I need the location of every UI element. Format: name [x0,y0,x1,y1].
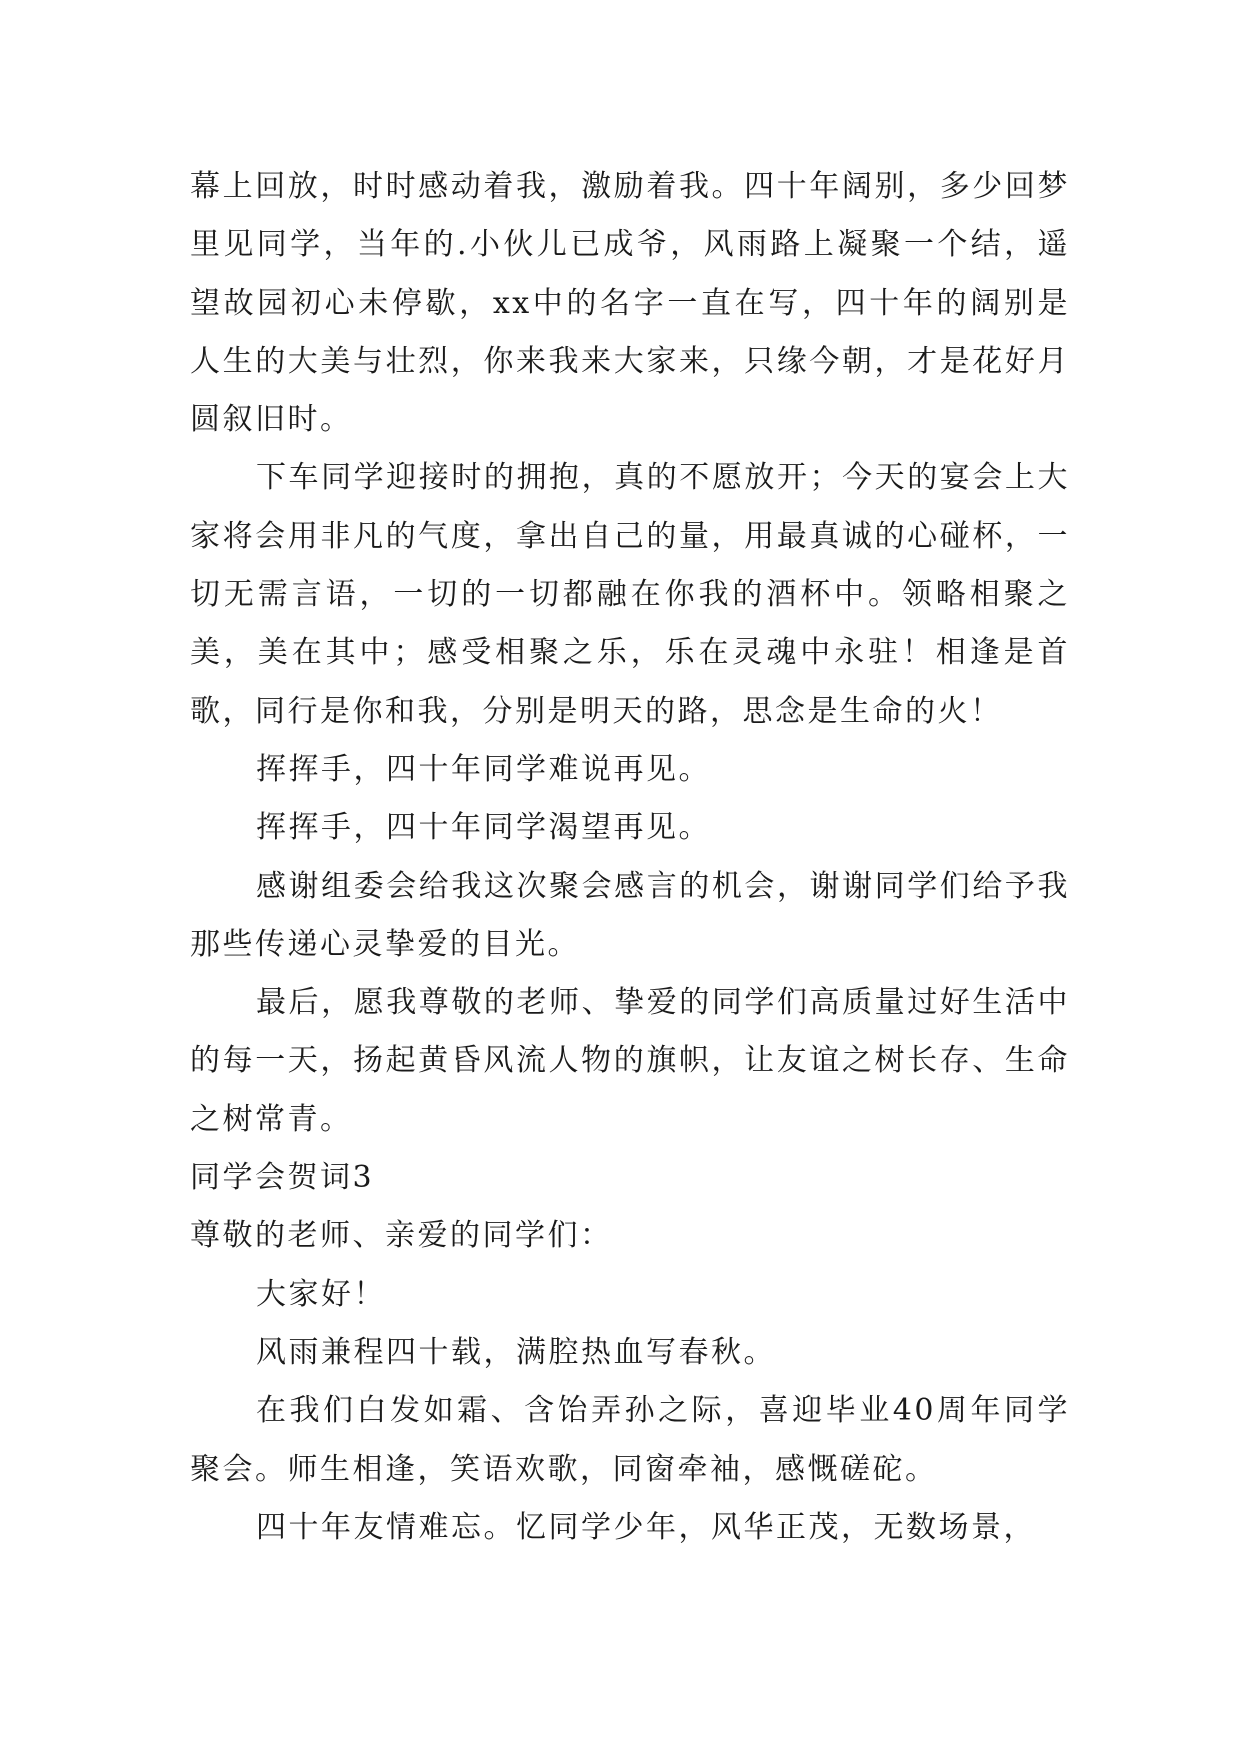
paragraph-3: 挥挥手，四十年同学难说再见。 [256,751,711,787]
greeting: 大家好！ [256,1276,386,1312]
paragraph-4: 挥挥手，四十年同学渴望再见。 [256,810,711,846]
paragraph-5: 感谢组委会给我这次聚会感言的机会，谢谢同学们给予我那些传递心灵挚爱的目光。 [190,868,1070,962]
section-heading: 同学会贺词3 [190,1160,375,1196]
paragraph-9: 四十年友情难忘。忆同学少年，风华正茂，无数场景， [256,1509,1036,1545]
paragraph-8: 在我们白发如霜、含饴弄孙之际，喜迎毕业40周年同学聚会。师生相逢，笑语欢歌，同窗牵袖，感慨磋砣。 [190,1393,1070,1487]
paragraph-6: 最后，愿我尊敬的老师、挚爱的同学们高质量过好生活中的每一天，扬起黄昏风流人物的旗帜，让友谊之树长存、生命之树常青。 [190,985,1070,1137]
paragraph-1: 幕上回放，时时感动着我，激励着我。四十年阔别，多少回梦里见同学，当年的.小伙儿已成爷，风雨路上凝聚一个结，遥望故园初心未停歇，xx中的名字一直在写，四十年的阔别是人生的大美与壮烈，你来我来大家来，只缘今朝，才是花好月圆叙旧时。 [190,169,1070,438]
paragraph-2: 下车同学迎接时的拥抱，真的不愿放开；今天的宴会上大家将会用非凡的气度，拿出自己的量，用最真诚的心碰杯，一切无需言语，一切的一切都融在你我的酒杯中。领略相聚之美，美在其中；感受相聚之乐，乐在灵魂中永驻！相逢是首歌，同行是你和我，分别是明天的路，思念是生命的火！ [190,460,1070,729]
document-body [190,158,1070,1557]
paragraph-7: 风雨兼程四十载，满腔热血写春秋。 [256,1334,776,1370]
salutation: 尊敬的老师、亲爱的同学们： [190,1218,613,1254]
